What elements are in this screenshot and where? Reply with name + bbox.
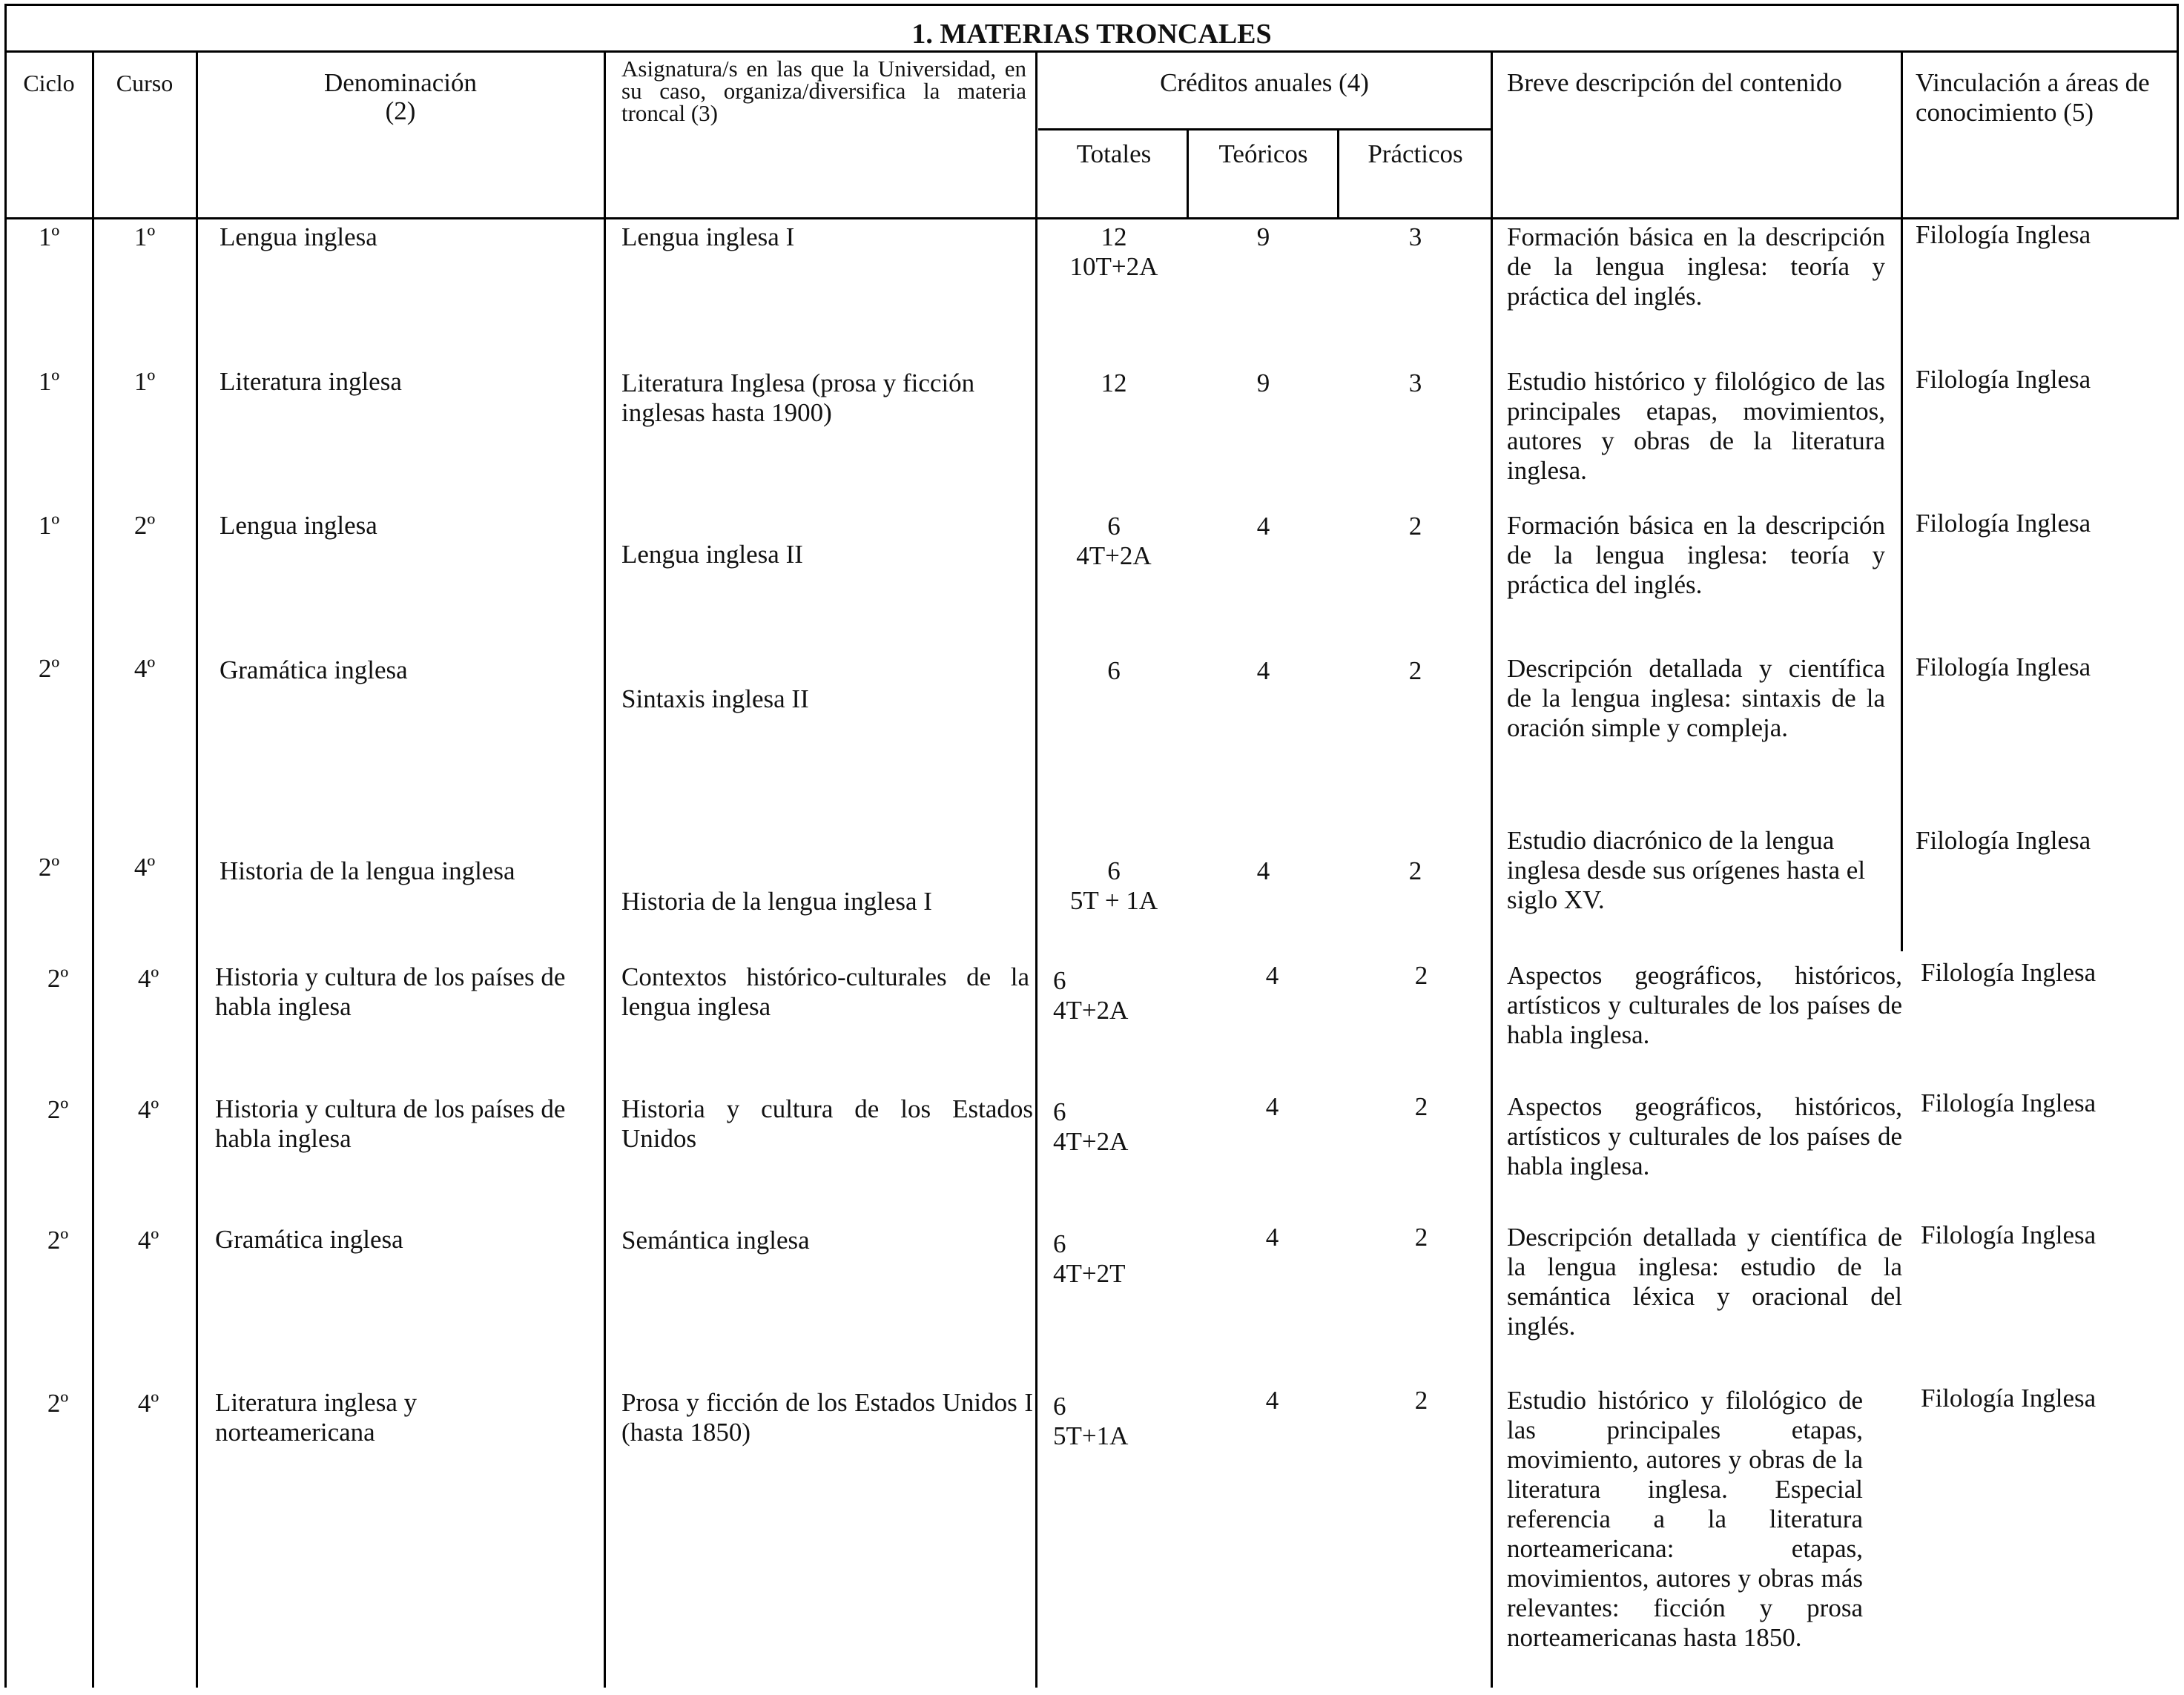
vinculacion-cell: Filología Inglesa	[1916, 365, 2091, 394]
col-rule-totales	[1187, 128, 1189, 219]
curso-cell: 4º	[137, 1226, 159, 1255]
denominacion-cell: Gramática inglesa	[215, 1225, 403, 1254]
practicos-cell: 2	[1414, 1223, 1428, 1252]
curso-cell: 4º	[133, 654, 156, 683]
col-rule-curso	[196, 50, 198, 1688]
header-teoricos: Teóricos	[1218, 139, 1308, 168]
ciclo-cell: 1º	[38, 222, 60, 251]
header-descripcion: Breve descripción del contenido	[1507, 68, 1842, 97]
totales-cell: 6 4T+2A	[1076, 512, 1152, 570]
header-ciclo: Ciclo	[23, 70, 75, 96]
header-totales: Totales	[1076, 139, 1152, 168]
teoricos-cell: 4	[1256, 856, 1270, 885]
vinculacion-cell: Filología Inglesa	[1921, 1384, 2096, 1412]
descripcion-cell: Estudio histórico y filológico de las principales etapas, movimiento, autores y obras de la literatura inglesa. Especial referencia a la literatura norteamericana: etapas, movimientos, autores y obras más relevantes: ficción y prosa norteamericanas hasta 1850.	[1507, 1386, 1863, 1652]
header-vinculacion: Vinculación a áreas de conocimiento (5)	[1916, 68, 2150, 127]
curso-cell: 4º	[137, 1389, 159, 1418]
descripcion-cell: Estudio histórico y filológico de las principales etapas, movimientos, autores y obras de la literatura inglesa.	[1507, 367, 1885, 485]
asignatura-cell: Prosa y ficción de los Estados Unidos I (hasta 1850)	[621, 1388, 1033, 1447]
teoricos-cell: 9	[1256, 369, 1270, 397]
totales-cell: 12 10T+2A	[1069, 222, 1158, 281]
ciclo-cell: 2º	[47, 1389, 69, 1418]
denominacion-cell: Literatura inglesa	[220, 367, 402, 396]
teoricos-cell: 4	[1265, 1386, 1279, 1415]
denominacion-cell: Gramática inglesa	[220, 655, 408, 684]
descripcion-cell: Descripción detallada y científica de la lengua inglesa: estudio de la semántica léxica y oracional del inglés.	[1507, 1223, 1902, 1341]
teoricos-cell: 9	[1256, 222, 1270, 251]
col-rule-ciclo	[92, 50, 94, 1688]
col-rule-descripcion	[1901, 50, 1903, 951]
header-practicos: Prácticos	[1368, 139, 1463, 168]
asignatura-cell: Sintaxis inglesa II	[621, 684, 809, 713]
practicos-cell: 2	[1408, 856, 1422, 885]
teoricos-cell: 4	[1256, 656, 1270, 685]
teoricos-cell: 4	[1265, 961, 1279, 990]
curso-cell: 1º	[133, 367, 156, 396]
practicos-cell: 2	[1414, 1092, 1428, 1121]
totales-cell: 12	[1101, 369, 1127, 397]
teoricos-cell: 4	[1265, 1223, 1279, 1252]
denominacion-cell: Historia y cultura de los países de habla inglesa	[215, 962, 566, 1021]
curso-cell: 4º	[133, 853, 156, 882]
ciclo-cell: 2º	[38, 654, 60, 683]
creditos-sub-rule	[1038, 128, 1492, 130]
practicos-cell: 2	[1408, 512, 1422, 541]
asignatura-cell: Contextos histórico-culturales de la lengua inglesa	[621, 962, 1029, 1021]
ciclo-cell: 2º	[47, 1226, 69, 1255]
descripcion-cell: Formación básica en la descripción de la lengua inglesa: teoría y práctica del inglés.	[1507, 222, 1885, 311]
ciclo-cell: 2º	[47, 964, 69, 993]
descripcion-cell: Formación básica en la descripción de la lengua inglesa: teoría y práctica del inglés.	[1507, 511, 1885, 599]
header-denominacion: Denominación	[323, 68, 478, 97]
vinculacion-cell: Filología Inglesa	[1921, 1088, 2096, 1117]
vinculacion-cell: Filología Inglesa	[1916, 826, 2091, 855]
asignatura-cell: Historia de la lengua inglesa I	[621, 887, 932, 916]
col-rule-asignatura	[1035, 50, 1037, 1688]
table-left-border	[4, 4, 7, 1688]
ciclo-cell: 2º	[38, 853, 60, 882]
descripcion-cell: Descripción detallada y científica de la lengua inglesa: sintaxis de la oración simple y compleja.	[1507, 654, 1885, 742]
asignatura-cell: Lengua inglesa II	[621, 540, 803, 569]
totales-cell: 6 5T+1A	[1053, 1392, 1129, 1450]
vinculacion-cell: Filología Inglesa	[1916, 652, 2091, 681]
descripcion-cell: Aspectos geográficos, históricos, artísticos y culturales de los países de habla inglesa.	[1507, 1092, 1902, 1180]
title-bottom-rule	[4, 50, 2179, 53]
ciclo-cell: 1º	[38, 367, 60, 396]
teoricos-cell: 4	[1265, 1092, 1279, 1121]
asignatura-cell: Literatura Inglesa (prosa y ficción inglesas hasta 1900)	[621, 369, 975, 427]
col-rule-creditos	[1491, 50, 1493, 1688]
denominacion-cell: Historia de la lengua inglesa	[220, 856, 515, 885]
totales-cell: 6 4T+2A	[1053, 1097, 1129, 1156]
totales-cell: 6 4T+2A	[1053, 966, 1129, 1025]
table-title: 1. MATERIAS TRONCALES	[911, 19, 1272, 50]
descripcion-cell: Estudio diacrónico de la lengua inglesa desde sus orígenes hasta el siglo XV.	[1507, 826, 1866, 914]
curso-cell: 4º	[137, 964, 159, 993]
header-asignaturas: Asignatura/s en las que la Universidad, en su caso, organiza/diversifica la materia troncal (3)	[621, 58, 1026, 126]
table-top-border	[4, 4, 2179, 6]
ciclo-cell: 1º	[38, 511, 60, 540]
practicos-cell: 3	[1408, 222, 1422, 251]
denominacion-cell: Historia y cultura de los países de habla inglesa	[215, 1094, 566, 1153]
asignatura-cell: Historia y cultura de los Estados Unidos	[621, 1094, 1033, 1153]
vinculacion-cell: Filología Inglesa	[1916, 220, 2091, 249]
ciclo-cell: 2º	[47, 1095, 69, 1124]
denominacion-cell: Lengua inglesa	[220, 222, 377, 251]
denominacion-cell: Lengua inglesa	[220, 511, 377, 540]
vinculacion-cell: Filología Inglesa	[1916, 509, 2091, 538]
totales-cell: 6	[1107, 656, 1121, 685]
header-bottom-rule	[4, 217, 2179, 219]
header-creditos: Créditos anuales (4)	[1160, 68, 1369, 97]
denominacion-cell: Literatura inglesa y norteamericana	[215, 1388, 418, 1447]
descripcion-cell: Aspectos geográficos, históricos, artísticos y culturales de los países de habla inglesa.	[1507, 961, 1902, 1049]
vinculacion-cell: Filología Inglesa	[1921, 1220, 2096, 1249]
curso-cell: 2º	[133, 511, 156, 540]
practicos-cell: 2	[1408, 656, 1422, 685]
practicos-cell: 2	[1414, 1386, 1428, 1415]
asignatura-cell: Semántica inglesa	[621, 1226, 810, 1255]
asignatura-cell: Lengua inglesa I	[621, 222, 795, 251]
practicos-cell: 2	[1414, 961, 1428, 990]
totales-cell: 6 5T + 1A	[1069, 856, 1158, 915]
totales-cell: 6 4T+2T	[1053, 1229, 1126, 1288]
teoricos-cell: 4	[1256, 512, 1270, 541]
practicos-cell: 3	[1408, 369, 1422, 397]
vinculacion-cell: Filología Inglesa	[1921, 958, 2096, 987]
curso-cell: 1º	[133, 222, 156, 251]
header-curso: Curso	[116, 70, 174, 96]
col-rule-teoricos	[1337, 128, 1339, 219]
col-rule-denominacion	[604, 50, 606, 1688]
curso-cell: 4º	[137, 1095, 159, 1124]
header-denominacion-note: (2)	[385, 96, 416, 125]
